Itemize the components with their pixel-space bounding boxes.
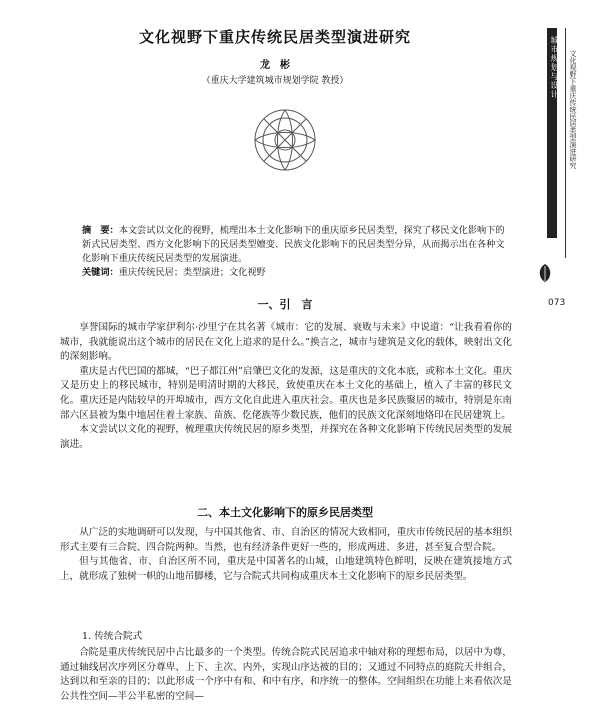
article-title: 文化视野下重庆传统民居类型演进研究 [138, 28, 411, 46]
section-2-body [60, 526, 512, 584]
intro-paragraph: 本文尝试以文化的视野，梳理重庆传统民居的原乡类型，并探究在各种文化影响下传统民居类型的发展演进。 [60, 424, 512, 450]
section-2-paragraph: 但与其他省、市、自治区所不同，重庆是中国著名的山城，山地建筑特色鲜明，反映在建筑接地方式上，就形成了独树一帜的山地吊脚楼，它与合院式共同构成重庆本土文化影响下的原乡民居类型。 [60, 556, 512, 582]
subsection-1-paragraph: 合院是重庆传统民居中占比最多的一个类型。传统合院式民居追求中轴对称的理想布局，以居中为尊，通过轴线居次序列区分尊卑、上下、主次、内外，实现山序达被的目的；又通过不同特点的庭院天井组合，达到以和至亲的目的；以此形成一个序中有和、和中有序，和序统一的整体。空间组织在功能上来看依次是公共性空间—半公半私密的空间— [60, 647, 512, 702]
margin-rule [565, 28, 566, 258]
abstract-text: 本文尝试以文化的视野，梳理出本土文化影响下的重庆原乡民居类型，探究了移民文化影响下的新式民居类型、西方文化影响下的民居类型嬗变、民族文化影响下的民居类型分异，从而揭示出在各种文化影响下重庆传统民居类型的发展演进。 [82, 225, 505, 264]
subsection-1-body [60, 646, 512, 704]
keywords-text: 重庆传统民居；类型演进；文化视野 [118, 267, 266, 278]
page-number: 073 [548, 298, 566, 308]
section-2-paragraph: 从广泛的实地调研可以发现，与中国其他省、市、自治区的情况大致相同，重庆市传统民居的基本组织形式主要有三合院、四合院两种。当然，也有经济条件更好一些的，形成两进、多进，甚至复合型合院。 [60, 527, 512, 553]
intro-paragraph: 重庆是古代巴国的都城，“巴子都江州”启肇巴文化的发源，这是重庆的文化本底，或称本土文化。重庆又是历史上的移民城市，特别是明清时期的大移民，致使重庆在本土文化的基础上，植入了丰富的移民文化。重庆还是内陆较早的开埠城市，西方文化自此进入重庆社会。重庆也是多民族聚居的城市，特别是东南部六区县被为集中地居住着土家族、苗族、仡佬族等少数民族，他们的民族文化深刻地烙印在民居建筑上。 [60, 365, 512, 421]
intro-paragraph: 享誉国际的城市学家伊利尔·沙里宁在其名著《城市：它的发展、衰败与未来》中说道：“让我看看你的城市，我就能说出这个城市的居民在文化上追求的是什么。”换言之，城市与建筑是文化的载体，映射出文化的深刻影响。 [60, 322, 512, 363]
section-2-title: 二、本土文化影响下的原乡民居类型 [197, 506, 373, 519]
abstract-label: 摘 要： [82, 225, 119, 236]
subsection-1-title: 1. 传统合院式 [82, 631, 143, 642]
leaf-ornament-icon [534, 262, 556, 284]
journal-running-title: 文化视野下重庆传统民居类型演进研究 [569, 50, 577, 169]
journal-margin-rail [545, 0, 577, 300]
article-author: 龙 彬 [260, 60, 290, 71]
section-intro-title: 一、引 言 [257, 298, 313, 311]
keywords-label: 关键词： [82, 267, 119, 278]
decorative-ornament-icon [250, 105, 320, 175]
abstract-block [82, 224, 512, 280]
journal-column-label: 城市规划与设计 [550, 36, 559, 99]
intro-body [60, 321, 512, 452]
author-affiliation: （重庆大学建筑城市规划学院 教授） [201, 76, 349, 86]
